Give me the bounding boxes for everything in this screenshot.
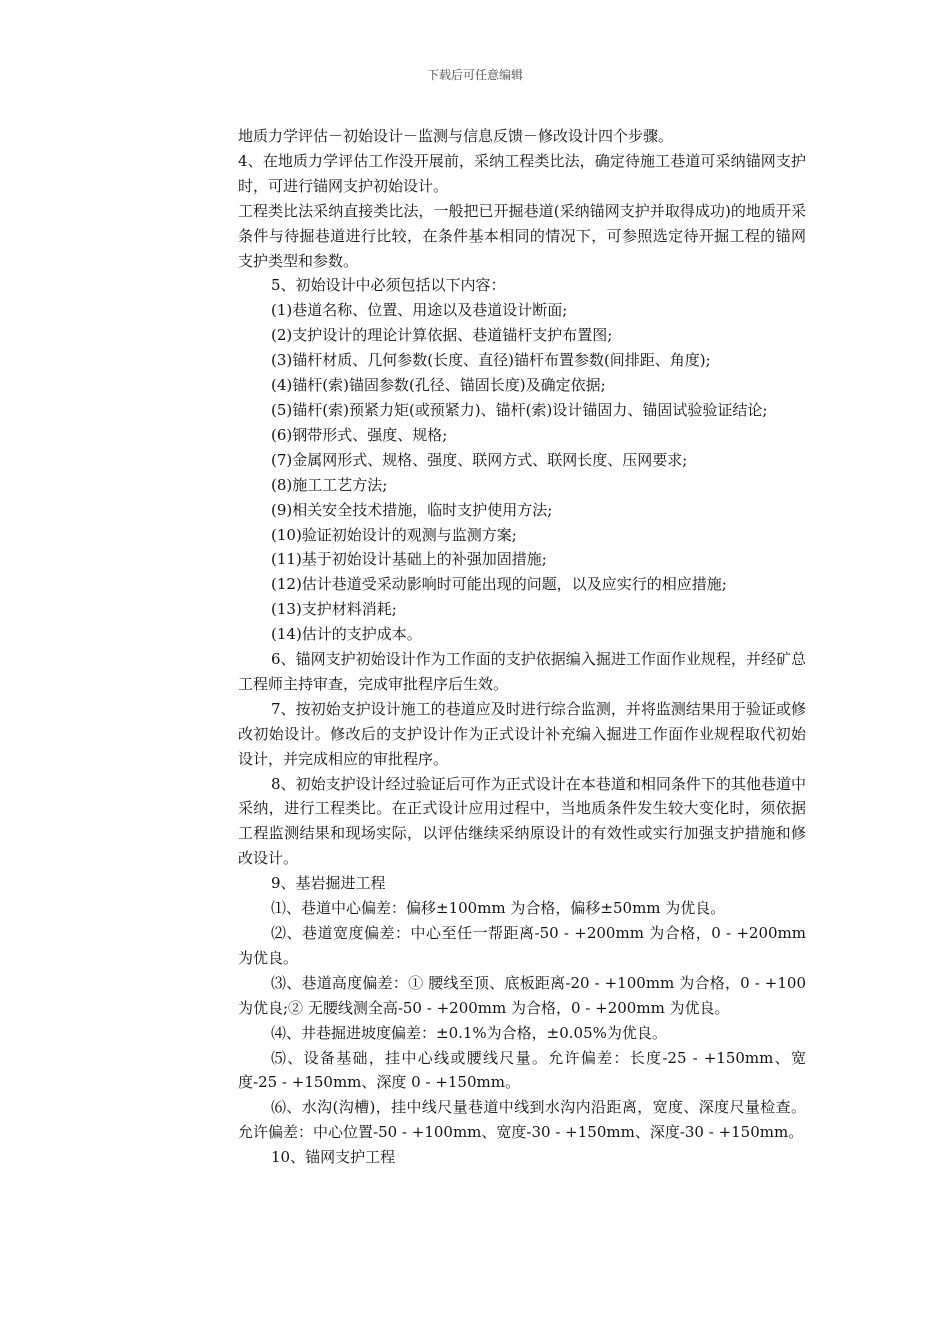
paragraph: (4)锚杆(索)锚固参数(孔径、锚固长度)及确定依据; — [271, 376, 606, 395]
paragraph: ⑷、井巷掘进坡度偏差：±0.1%为合格，±0.05%为优良。 — [271, 1023, 667, 1042]
paragraph: ⑶、巷道高度偏差：① 腰线至顶、底板距离-20 - +100mm 为合格，0 - +100 为优良;② 无腰线测全高-50 - +200mm 为合格，0 - +200mm 为优良。 — [238, 973, 806, 1017]
paragraph: (13)支护材料消耗; — [271, 600, 397, 619]
paragraph: (5)锚杆(索)预紧力矩(或预紧力)、锚杆(索)设计锚固力、锚固试验验证结论; — [271, 400, 768, 419]
paragraph: (6)钢带形式、强度、规格; — [271, 425, 448, 444]
paragraph: (8)施工工艺方法; — [271, 475, 388, 494]
paragraph: ⑵、巷道宽度偏差：中心至任一帮距离-50 - +200mm 为合格，0 - +200mm 为优良。 — [238, 924, 806, 967]
paragraph: ⑸、设备基础，挂中心线或腰线尺量。允许偏差：长度-25 - +150mm、宽度-25 - +150mm、深度 0 - +150mm。 — [238, 1048, 806, 1092]
paragraph: 9、基岩掘进工程 — [271, 874, 386, 893]
paragraph: (12)估计巷道受采动影响时可能出现的问题，以及应实行的相应措施; — [271, 575, 727, 594]
paragraph: 6、锚网支护初始设计作为工作面的支护依据编入掘进工作面作业规程，并经矿总工程师主持审查，完成审批程序后生效。 — [238, 650, 806, 693]
paragraph: (9)相关安全技术措施，临时支护使用方法; — [271, 500, 553, 519]
document-body — [238, 124, 806, 1170]
paragraph: (10)验证初始设计的观测与监测方案; — [271, 525, 517, 544]
paragraph: 5、初始设计中必须包括以下内容： — [271, 276, 506, 295]
paragraph: (3)锚杆材质、几何参数(长度、直径)锚杆布置参数(间排距、角度); — [271, 351, 711, 370]
paragraph: ⑴、巷道中心偏差：偏移±100mm 为合格，偏移±50mm 为优良。 — [271, 899, 726, 918]
paragraph: 8、初始支护设计经过验证后可作为正式设计在本巷道和相同条件下的其他巷道中采纳，进行工程类比。在正式设计应用过程中，当地质条件发生较大变化时，须依据工程监测结果和现场实际，以评估继续采纳原设计的有效性或实行加强支护措施和修改设计。 — [238, 774, 806, 868]
paragraph: (2)支护设计的理论计算依据、巷道锚杆支护布置图; — [271, 326, 613, 345]
paragraph: 10、锚网支护工程 — [271, 1148, 396, 1167]
paragraph: 地质力学评估－初始设计－监测与信息反馈－修改设计四个步骤。 — [238, 127, 674, 145]
paragraph: ⑹、水沟(沟槽)，挂中线尺量巷道中线到水沟内沿距离，宽度、深度尺量检查。允许偏差：中心位置-50 - +100mm、宽度-30 - +150mm、深度-30 - +150mm。 — [238, 1098, 806, 1142]
paragraph: 工程类比法采纳直接类比法，一般把已开掘巷道(采纳锚网支护并取得成功)的地质开采条件与待掘巷道进行比较，在条件基本相同的情况下，可参照选定待开掘工程的锚网支护类型和参数。 — [238, 201, 806, 270]
page-header: 下载后可任意编辑 — [426, 68, 523, 82]
paragraph: (1)巷道名称、位置、用途以及巷道设计断面; — [271, 301, 568, 320]
paragraph: (11)基于初始设计基础上的补强加固措施; — [271, 550, 547, 569]
paragraph: 4、在地质力学评估工作没开展前，采纳工程类比法，确定待施工巷道可采纳锚网支护时，可进行锚网支护初始设计。 — [238, 151, 806, 195]
paragraph: (14)估计的支护成本。 — [271, 625, 422, 644]
paragraph: 7、按初始支护设计施工的巷道应及时进行综合监测，并将监测结果用于验证或修改初始设计。修改后的支护设计作为正式设计补充编入掘进工作面作业规程取代初始设计，并完成相应的审批程序。 — [238, 699, 806, 768]
paragraph: (7)金属网形式、规格、强度、联网方式、联网长度、压网要求; — [271, 450, 688, 469]
